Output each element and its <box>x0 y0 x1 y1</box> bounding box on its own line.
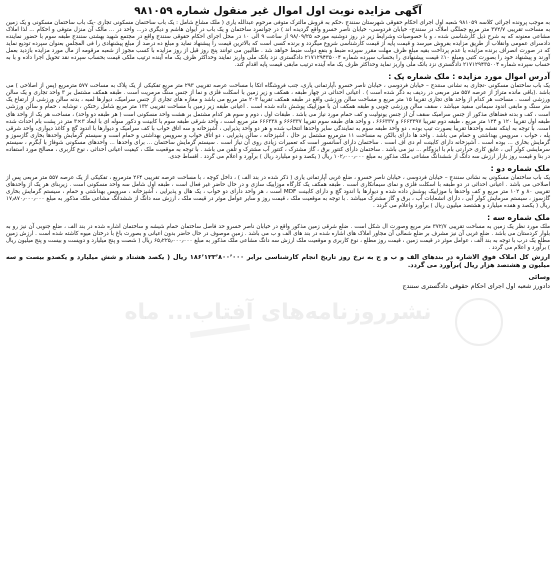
signature-label: وسائی <box>528 272 550 281</box>
watermark-text: نشرروزنامه‌های آفتاب... ماه <box>124 300 432 325</box>
notice-title: آگهی مزایده نوبت اول اموال غیر منقول شماره ۹۸۱۰۵۹ <box>134 5 422 17</box>
total-value-paragraph: ارزش کل املاک فوق الاشاره در بندهای الف و ب و ج به نرخ روز تاریخ انجام کارشناسی برابر ۱۸۶٬۱۲۳٬۸۰۰٬۰۰۰ ریال ( یکصد هشتاد و شش میلیارد و یکصدو بیست و سه میلیون و هشتصد هزار ریال )برآورد می گردد. <box>6 253 551 270</box>
address-heading: آدرس اموال مورد مزایده : ملک شماره یک : <box>388 72 550 82</box>
watermark-logo-icon <box>455 298 503 346</box>
property-two-paragraph: یک باب ساختمان مسکونی به نشانی سنندج – خیابان فردوسی ، خیابان ناصر خسرو ، ضلع غربی آپارتمانی یاری ( ذکر شده در بند الف ) ، داخل کوچه ، با مساحت عرصه تقریبی ۲۶۴ مترمربع ، تفکیکی از یک عرصه ۵۵۷ متر مربعی پس از اصلاحی می باشد . اعیانی احداثی در دو طبقه با اسکلت فلزی و نمای سیمانکاری است . طبقه همکف یک کارگاه موزاییک سازی و در حال حاضر غیر فعال است ، طبقه اول شامل سه واحد مسکونی است . زیربنای هر یک از واحدهای تقریبی ۸۰ و ۱۰۲ متر مربع و کف واحدها با موزاییک پوشش داده شده و دیوارها با اندود گچ و دارای کابینت MDF است ، هر واحد دارای دو خواب ، یک هال و پذیرایی ، آشپزخانه ، سرویس بهداشتی و حمام ، سیستم گرمایش بخاری گازسوز ، سیستم سرمایش کولر آبی ، دارای انشعابات آب ، برق و گاز مشترک میباشد . با توجه به موقعیت ملک ، قیمت روز و سایر عوامل موثر در قیمت ملک ، ارزش سه دانگ از ششدانگ مشاعی ملک مذکور به مبلغ ۱۷٫۸۷۰٫۰۰۰٫۰۰۰ ریال ( یکصد و هفده میلیارد و هشتصد میلیون ریال ) برآورد واعلام می گردد . <box>6 174 551 210</box>
intro-paragraph: به موجب پرونده اجرائی کلاسه ۹۸۱۰۵۹ شعبه اول اجرای احکام حقوقی شهرستان سنندج ،حکم به فروش مالترک متوفی مرحوم عبدالله یاری ( ملک مشاع شامل : یک باب ساختمان مسکونی تجاری -یک باب ساختمان مسکونی و یک زمین به مساحت تقریبی ۳۷۲/۷ متر مربع جملگی املاک در سنندج- خیابان فردوسی- خیابان ناصر خسرو واقع گردیده اند ) در جوانمرد ساختمان و یک باب در ایوان هاشم و دیگری در... واحد در ... مالک آن منزل متوفی و احکام ... لذا املاک مشاعی معنونه که به شرح ذیل کارشناسی شده ، و با خصوصیات وشرایط زیر در روز دوشنبه مورخه ۹۸/۰۹/۲۵ از ساعت ۹ الی ۱۰ در محل اجرای احکام حقوقی سنندج واقع در مجتمع شهید بهشتی سنندج طبقه سوم با حضور نماینده دادسرای عمومی وانقلاب از طریق مزایده بفروش میرسد و قیمت پایه از قیمت کارشناسی شروع میگردد و برنده کسی است که بالاترین قیمت را پیشنهاد نماید و مبلغ ده درصد از مبلغ پیشنهادی را فی المجلس بعنوان سپرده تودیع نماید که در صورت انصراف برنده مزایده یا عدم پرداخت بقیه مبلغ ظرف مهلت مقرر سپرده ضبط و بنفع دولت ضبط خواهد شد . طالبین می توانند پنج روز قبل از روز مزایده با کسب مجوز از شعبه مرقومه از مال مورد مزایده بازدید بعمل آورند و پیشنهاد خود را بصورت کتبی ومبلغ ۱۰٪ قیمت پیشنهادی را بحساب سپرده شماره ۲۱۷۱۲۹۴۳۵۰۰۴ دادگستری نزد بانک ملی واریز نمایند وحداکثر ظرف یک ماه آینده ترتیب ملکی قیمت بحساب سپرده نقد تحویل اجرا داده و با به حساب سپرده شماره ۲۱۷۱۲۹۴۳۵۰۰۴ دادگستری نزد بانک ملی واریز نماید وحداکثر ظرف یک ماه آینده ترتیب مابقی قیمت پایه اقدام کند. <box>6 20 551 69</box>
section-two-heading: ملک شماره دو : <box>490 163 550 173</box>
signer-line: دادورز شعبه اول اجرای احکام حقوقی دادگستری سنندج <box>402 281 550 290</box>
property-one-paragraph: یک باب ساختمان مسکونی -تجاری به نشانی سنندج – خیابان فردوسی ، خیابان ناصر خسرو ،آپارتمانی یاری، جنب فروشگاه اتکا با مساحت عرصه تقریبی ۲۹۳ متر مربع تفکیکی از یک پلاک به مساحت ۵۷۷ مترمربع (پس از اصلاحی ) می باشد .(باقی مانده متراژ از عرصه ۵۵۷ متر مربعی در ردیف به دگر شده است ) . اعیانی احداثی در چهار طبقه ، همکف و زیر زمین با اسکلت فلزی و نما از جنس سنگ مرمریت است . طبقه همکف مشتمل بر ۳ واحد تجاری و یک سالن ورزشی است . مساحت هر کدام از واحد های تجاری تقریبا ۱۵ متر مربع و مساحت سالن ورزشی واقع در طبقه همکف تقریبا ۲۰۳ متر مربع می باشد و مغازه های تجاری از جنس سرامیک، دیوارها لمبه ، بدنه سالن ورزشی از ارتفاع یک متر سنگ و مابقی اندود سیمانی سفید میباشد ، سقف سالن ورزشی چوبی و طبقه همکف آن با موزاییک پوشش داده شده است . اعیانی طبقه زیر زمین با مساحت تقریبی ۱۳۲ متر مربع شامل رختکن ، نوشابه ، حمام و سالن ورزشی است ، کف و بدنه فضاهای مذکور از جنس سرامیک سقف آن از جنس یونولیت و کف حمام مورد نیاز می باشد . طبقات اول ، دوم و سوم هر کدام مشتمل بر هشت واحد مسکونی است ( هر طبقه دو واحد) ، مساحت هر یک از واحد های طبقه اول تقریبا ۱۲۰ و ۱۲۴ متر مربع ، طبقه دوم تقریبا ۶۶۶۳۳۹۷ و ۶۶۶۳۳۷ ، و واحد های طبقه سوم تقریبا ۶۶۶۳۳۷ و ۶۶۶۳۳۸ متر مربع است ، واحد شرقی طبقه سوم با کابینت و دکور سوله ای با ابعاد ۳×۳ متر در پشت بام احداث شده است. با توجه به اینکه نقشه واحدها تقریبا بصورت تیپ بوده ، دو واحد طبقه سوم به نمایندگی سایر واحدها انتخاب شده و هر دو واحد پذیرایی ، آشپزخانه و سه اتاق خواب با کف سرامیک و دیوارها با اندود گچ و کاغذ دیواری، واحد شرقی پله ، خواب ، سرویس بهداشتی و حمام می باشد . واحد ها دارای بالکن به مساحت ۱۱ مترمربع مشتمل بر حال ، آشپزخانه ، سالن پذیرایی ، دو اتاق خواب و سرویس بهداشتی و حمام است و سیستم گرمایش واحدها بخاری گازسوز و گرمایش بخاری ... بوده است . آشپزخانه دارای کابینت ام دی اف است . ساختمان دارای آسانسور است که تعمیرات زیادی روی آن نیاز است . سیستم گرمایش ساختمان ... برای واحدها ... واحدهای مسکونی شوفاژ با آبگرم ، سیستم سرمایشی کولر آبی ، عایق کاری حرارتی بام با ایزوگام ... نیز می باشد . ساختمان دارای کنتور برق ، گاز مشترک ، کنتور آب مشترک و تلفن می باشد . با توجه به موقعیت ملک ، کیفیت اعیانی احداثی ، نوع کاربری ، مصالح مورد استفاده در بنا و قیمت روز بازار ارزش سه دانگ از ششدانگ مشاعی ملک مذکور به مبلغ ۱۰۲٫۰۰۰٫۰۰۰ ریال ( یکصد و دو میلیارد ریال ) برآورد و اعلام می گردد . اقساط جدی. <box>6 83 551 160</box>
property-three-paragraph: ملک مورد نظر یک زمین به مساحت تقریبی ۳۷۲/۷ متر مربع وصورت ال شکل است . ضلع شرقی زمین مذکور واقع در خیابان ناصر خسرو حد فاصل ساختمان حمام شیشه و ساختمان اشاره شده در بند الف ، ضلع جنوبی آن نیز رو به بلوار کردستان می باشد . ضلع غربی آن نیز مشرف بر ضلع شمالی آن مجاور املاک های اشاره شده در بند های الف و ب می باشد . زمین موصوف در حال حاضر بدون اعیانی و بصورت باغ با درختان میوه کاشته شده است . ارزش زمین مطلع یک درب با توجه به بند الف ، عوامل موثر در قیمت زمین ، قیمت روز مطلع ، نوع کاربری و موقعیت ملک ارزش سه دانگ مشاعی ملک مذکور به مبلغ ۶۵٫۲۲۵٫۰۰۰٫۰۰۰ ریال ( شصت و پنج میلیارد و دویست و بیست و پنج میلیون ریال ) برآورد و اعلام می گردد . <box>5 224 551 252</box>
section-three-heading: ملک شماره سه : <box>487 213 550 223</box>
